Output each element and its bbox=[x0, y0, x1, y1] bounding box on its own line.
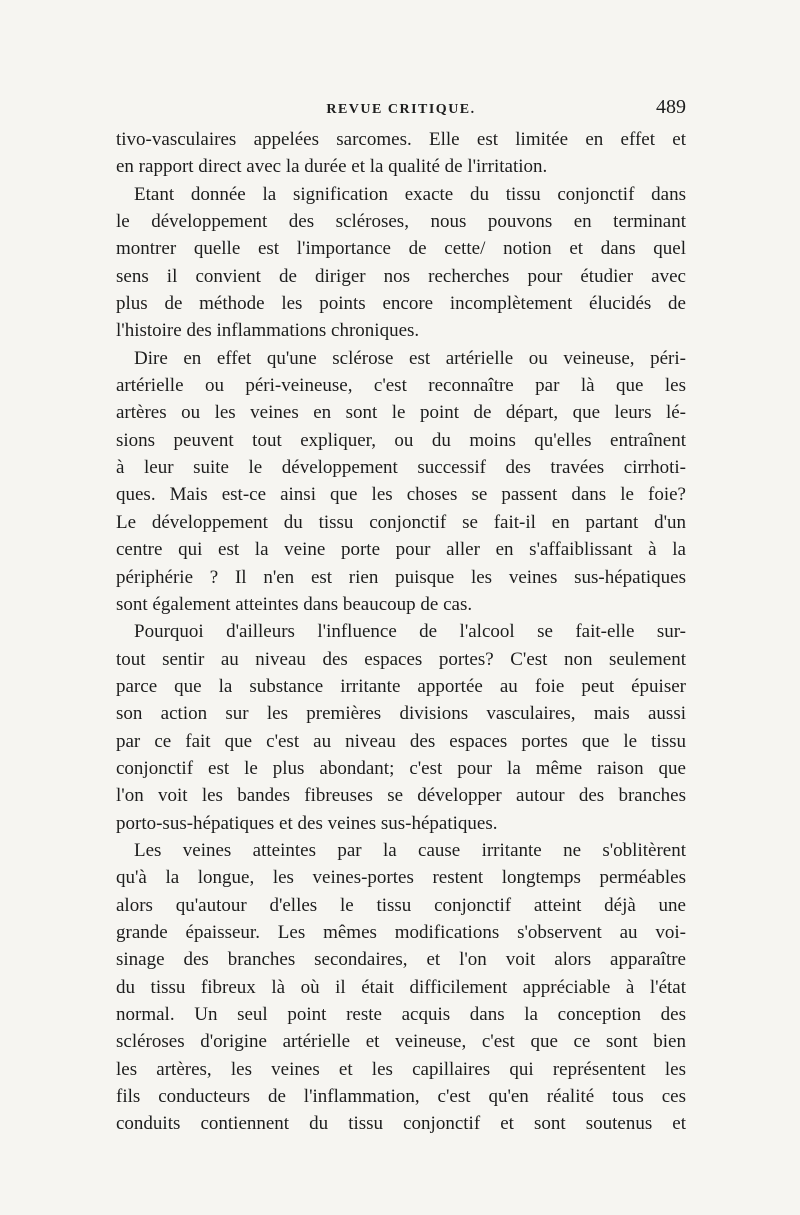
text-line: conduits contiennent du tissu conjonctif et sont soutenus et bbox=[116, 1113, 686, 1135]
text-line: du tissu fibreux là où il était difficilement appréciable à l'état bbox=[116, 976, 686, 998]
text-line: normal. Un seul point reste acquis dans la conception des bbox=[116, 1004, 686, 1025]
text-line: fils conducteurs de l'inflammation, c'est qu'en réalité tous ces bbox=[116, 1086, 686, 1108]
text-line: les artères, les veines et les capillaires qui représentent les bbox=[116, 1058, 686, 1080]
text-line: qu'à la longue, les veines-portes restent longtemps perméables bbox=[116, 867, 686, 889]
text-line: Etant donnée la signification exacte du tissu conjonctif dans bbox=[134, 183, 686, 205]
text-line: sions peuvent tout expliquer, ou du moins qu'elles entraînent bbox=[116, 429, 686, 451]
text-line: à leur suite le développement successif des travées cirrhoti- bbox=[116, 457, 686, 479]
text-line: sens il convient de diriger nos recherches pour étudier avec bbox=[116, 265, 686, 287]
running-head bbox=[116, 96, 686, 122]
text-line: montrer quelle est l'importance de cette/ notion et dans quel bbox=[116, 238, 686, 260]
page-number: 489 bbox=[656, 96, 686, 118]
text-line: centre qui est la veine porte pour aller en s'affaiblissant à la bbox=[116, 539, 686, 561]
text-line: scléroses d'origine artérielle et veineuse, c'est que ce sont bien bbox=[116, 1031, 686, 1053]
text-line: Pourquoi d'ailleurs l'influence de l'alcool se fait-elle sur- bbox=[134, 621, 686, 643]
text-line: plus de méthode les points encore incomplètement élucidés de bbox=[116, 293, 686, 315]
text-line: grande épaisseur. Les mêmes modifications s'observent au voi- bbox=[116, 921, 686, 943]
text-line: son action sur les premières divisions vasculaires, mais aussi bbox=[116, 703, 686, 725]
text-line: artérielle ou péri-veineuse, c'est reconnaître par là que les bbox=[116, 375, 686, 397]
text-line: tivo-vasculaires appelées sarcomes. Elle est limitée en effet et bbox=[116, 129, 686, 150]
text-line: l'on voit les bandes fibreuses se développer autour des branches bbox=[116, 785, 686, 807]
text-line: parce que la substance irritante apportée au foie peut épuiser bbox=[116, 675, 686, 697]
text-line: sinage des branches secondaires, et l'on voit alors apparaître bbox=[116, 949, 686, 971]
text-line: l'histoire des inflammations chroniques. bbox=[116, 320, 420, 342]
text-line: par ce fait que c'est au niveau des espaces portes que le tissu bbox=[116, 730, 686, 752]
text-line: sont également atteintes dans beaucoup de cas. bbox=[116, 593, 473, 615]
text-line: Dire en effet qu'une sclérose est artérielle ou veineuse, péri- bbox=[134, 347, 686, 369]
text-line: le développement des scléroses, nous pouvons en terminant bbox=[116, 211, 686, 233]
text-line: Le développement du tissu conjonctif se fait-il en partant d'un bbox=[116, 511, 686, 533]
text-line: en rapport direct avec la durée et la qualité de l'irritation. bbox=[116, 156, 548, 178]
text-line: Les veines atteintes par la cause irritante ne s'oblitèrent bbox=[134, 839, 686, 861]
text-line: conjonctif est le plus abondant; c'est pour la même raison que bbox=[116, 757, 686, 779]
running-title: REVUE CRITIQUE. bbox=[326, 102, 476, 117]
text-line: ques. Mais est-ce ainsi que les choses se passent dans le foie? bbox=[116, 484, 686, 506]
body-text bbox=[116, 126, 686, 1138]
text-line: tout sentir au niveau des espaces portes? C'est non seulement bbox=[116, 648, 686, 670]
text-line: artères ou les veines en sont le point de départ, que leurs lé- bbox=[116, 402, 686, 424]
text-line: alors qu'autour d'elles le tissu conjonctif atteint déjà une bbox=[116, 894, 686, 916]
text-line: périphérie ? Il n'en est rien puisque les veines sus-hépatiques bbox=[116, 566, 686, 588]
text-line: porto-sus-hépatiques et des veines sus-hépatiques. bbox=[116, 812, 498, 834]
